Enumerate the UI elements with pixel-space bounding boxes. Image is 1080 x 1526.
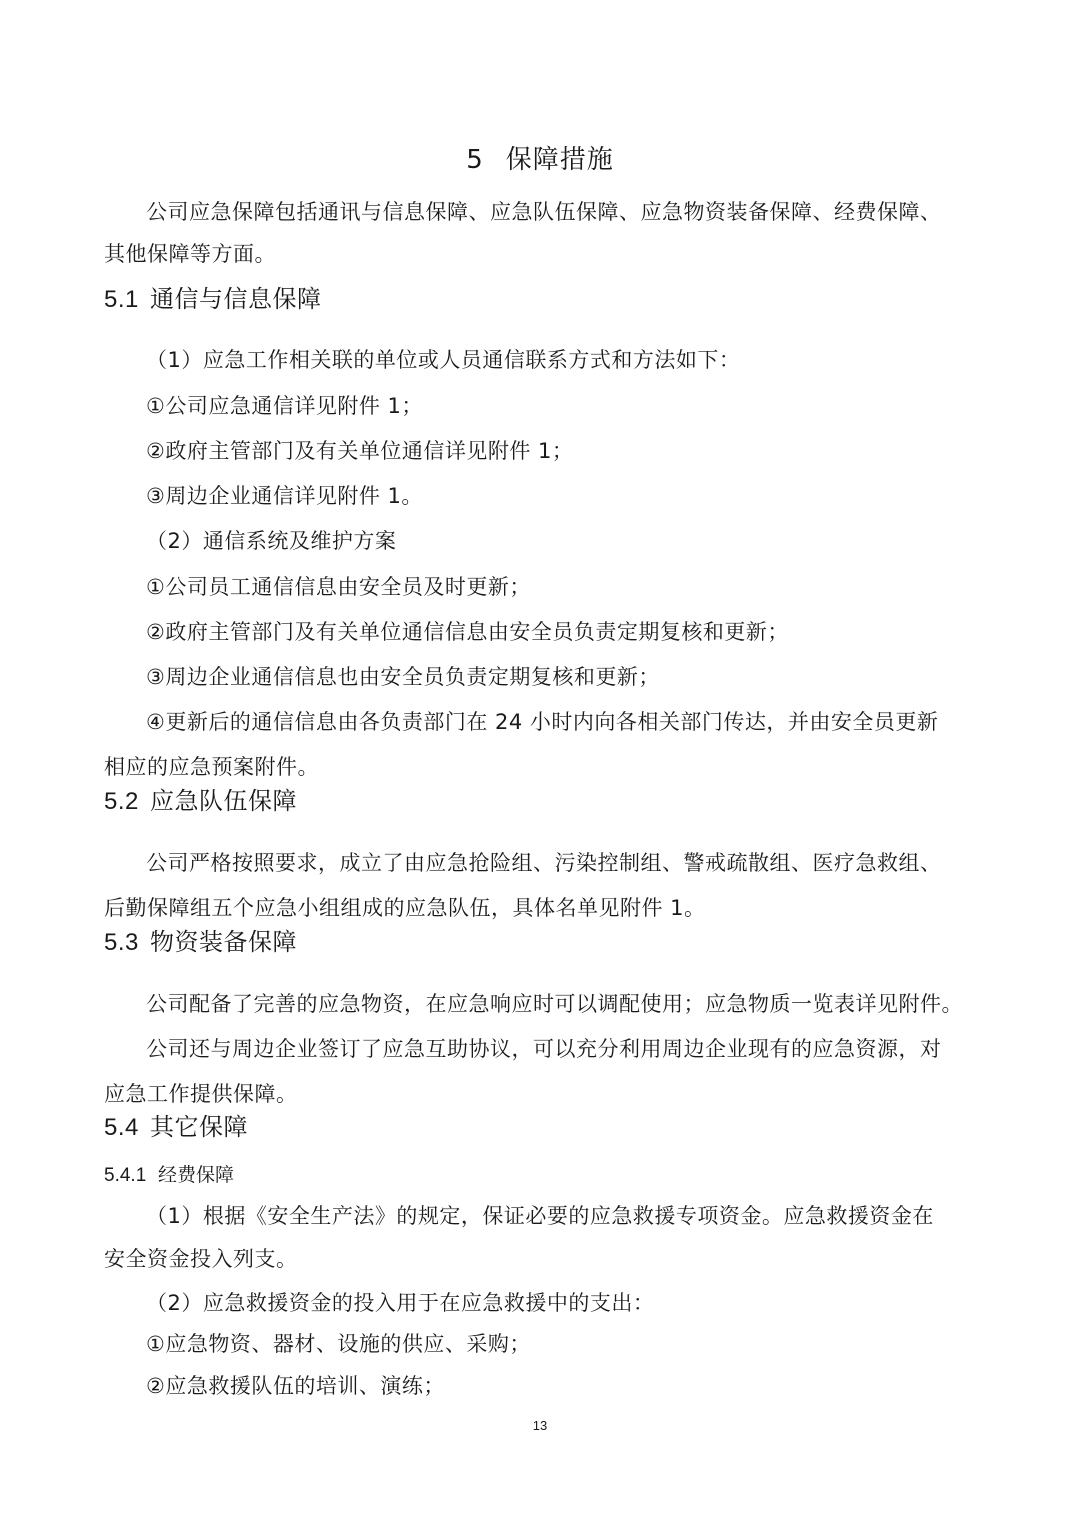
paragraph-line: ①应急物资、器材、设施的供应、采购；: [146, 1332, 531, 1356]
paragraph-line: 应急工作提供保障。: [104, 1082, 298, 1106]
paragraph-line: 公司还与周边企业签订了应急互助协议，可以充分利用周边企业现有的应急资源，对: [146, 1037, 942, 1061]
section-title: [0, 142, 1080, 178]
paragraph-line: 公司严格按照要求，成立了由应急抢险组、污染控制组、警戒疏散组、医疗急救组、: [146, 851, 942, 875]
subheading-number: 5.4.1: [104, 1165, 147, 1186]
heading-text: 其它保障: [150, 1113, 248, 1141]
paragraph-line: （1）应急工作相关联的单位或人员通信联系方式和方法如下：: [146, 348, 741, 372]
heading-text: 物资装备保障: [150, 928, 297, 956]
intro-line: 公司应急保障包括通讯与信息保障、应急队伍保障、应急物资装备保障、经费保障、: [146, 200, 942, 224]
paragraph-line: ④更新后的通信信息由各负责部门在 24 小时内向各相关部门传达，并由安全员更新: [146, 710, 939, 734]
heading-number: 5.3: [104, 929, 139, 956]
heading-number: 5.2: [104, 788, 139, 815]
heading-5-2: [104, 785, 297, 818]
heading-5-1: [104, 283, 322, 316]
subheading-text: 经费保障: [158, 1164, 235, 1186]
paragraph-line: ②政府主管部门及有关单位通信信息由安全员负责定期复核和更新；: [146, 620, 789, 644]
paragraph-line: 相应的应急预案附件。: [104, 755, 319, 779]
heading-number: 5.4: [104, 1114, 139, 1141]
paragraph-line: ②政府主管部门及有关单位通信详见附件 1；: [146, 439, 574, 463]
paragraph-line: 公司配备了完善的应急物资，在应急响应时可以调配使用；应急物质一览表详见附件。: [146, 992, 963, 1016]
paragraph-line: ③周边企业通信信息也由安全员负责定期复核和更新；: [146, 665, 660, 689]
paragraph-line: ③周边企业通信详见附件 1。: [146, 484, 423, 508]
section-title-text: 保障措施: [505, 145, 614, 175]
paragraph-line: 安全资金投入列支。: [104, 1247, 298, 1271]
paragraph-line: 后勤保障组五个应急小组组成的应急队伍，具体名单见附件 1。: [104, 896, 706, 920]
paragraph-line: （2）应急救援资金的投入用于在应急救援中的支出：: [146, 1291, 655, 1315]
heading-5-4: [104, 1111, 248, 1144]
paragraph-line: ②应急救援队伍的培训、演练；: [146, 1374, 445, 1398]
heading-5-3: [104, 926, 297, 959]
section-number: 5: [466, 145, 484, 175]
heading-5-4-1: [104, 1162, 234, 1189]
paragraph-line: ①公司应急通信详见附件 1；: [146, 394, 423, 418]
paragraph-line: ①公司员工通信信息由安全员及时更新；: [146, 575, 531, 599]
page-number: 13: [532, 1418, 548, 1433]
intro-line: 其他保障等方面。: [104, 242, 276, 266]
paragraph-line: （2）通信系统及维护方案: [146, 529, 397, 553]
heading-text: 通信与信息保障: [150, 285, 322, 313]
heading-text: 应急队伍保障: [150, 787, 297, 815]
paragraph-line: （1）根据《安全生产法》的规定，保证必要的应急救援专项资金。应急救援资金在: [146, 1204, 934, 1228]
heading-number: 5.1: [104, 286, 139, 313]
